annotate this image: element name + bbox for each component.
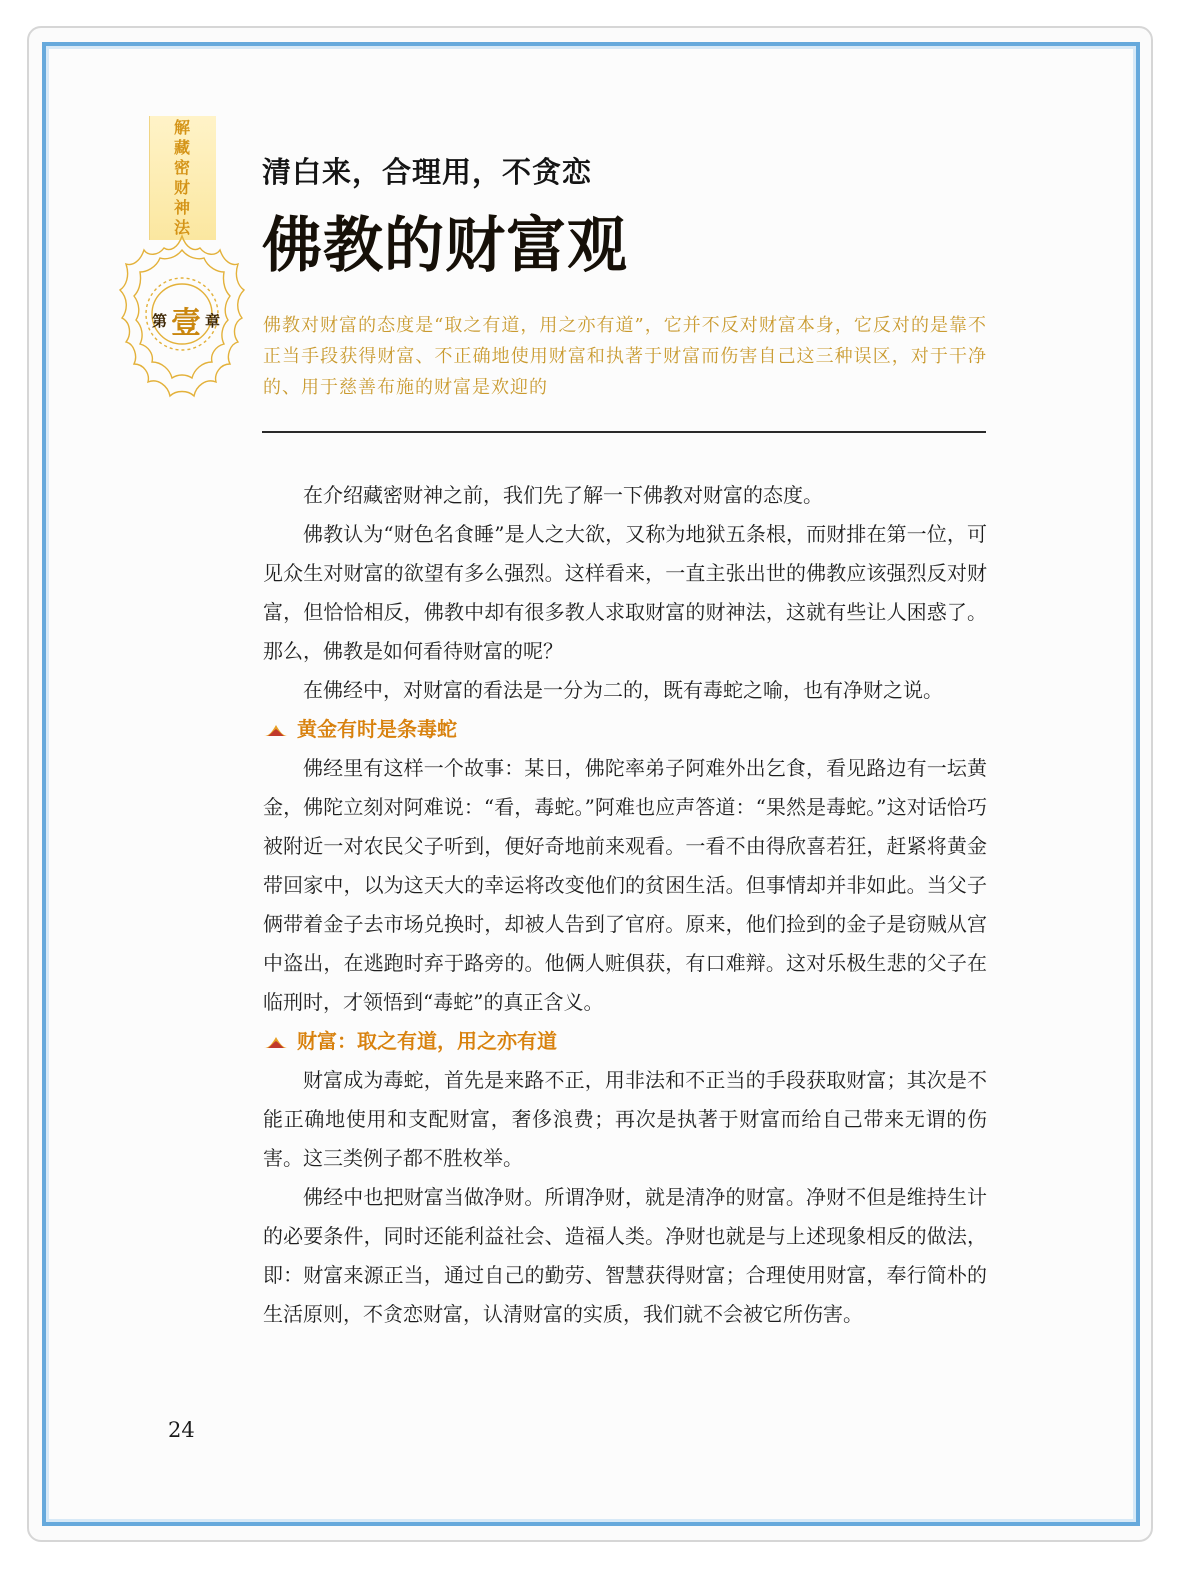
page-title: 佛教的财富观	[262, 211, 628, 281]
lotus-bullet-icon	[263, 1034, 289, 1050]
chapter-suffix: 章	[205, 311, 221, 330]
section-heading-1	[263, 710, 987, 749]
chapter-label	[148, 298, 224, 342]
paragraph: 在佛经中，对财富的看法是一分为二的，既有毒蛇之喻，也有净财之说。	[303, 678, 943, 702]
subtitle: 清白来，合理用，不贪恋	[262, 155, 593, 189]
article-body	[263, 476, 987, 1334]
chapter-prefix: 第	[151, 311, 167, 330]
paragraph: 佛经中也把财富当做净财。所谓净财，就是清净的财富。净财不但是维持生计的必要条件，同时还能利益社会、造福人类。净财也就是与上述现象相反的做法，即：财富来源正当，通过自己的勤劳、智慧获得财富；合理使用财富，奉行简朴的生活原则，不贪恋财富，认清财富的实质，我们就不会被它所伤害。	[263, 1185, 987, 1326]
chapter-number: 壹	[171, 306, 201, 341]
paragraph: 财富成为毒蛇，首先是来路不正，用非法和不正当的手段获取财富；其次是不能正确地使用和支配财富，奢侈浪费；再次是执著于财富而给自己带来无谓的伤害。这三类例子都不胜枚举。	[263, 1068, 987, 1170]
series-title: 解藏密财神法	[173, 118, 190, 237]
paragraph: 佛教认为“财色名食睡”是人之大欲，又称为地狱五条根，而财排在第一位，可见众生对财富的欲望有多么强烈。这样看来，一直主张出世的佛教应该强烈反对财富，但恰恰相反，佛教中却有很多教人求取财富的财神法，这就有些让人困惑了。那么，佛教是如何看待财富的呢？	[263, 522, 987, 663]
lotus-bullet-icon	[263, 722, 289, 738]
section-heading-2	[263, 1022, 987, 1061]
paragraph: 在介绍藏密财神之前，我们先了解一下佛教对财富的态度。	[303, 483, 823, 507]
page-number: 24	[168, 1418, 195, 1442]
divider	[262, 431, 986, 433]
paragraph: 佛经里有这样一个故事：某日，佛陀率弟子阿难外出乞食，看见路边有一坛黄金，佛陀立刻对阿难说：“看，毒蛇。”阿难也应声答道：“果然是毒蛇。”这对话恰巧被附近一对农民父子听到，便好奇地前来观看。一看不由得欣喜若狂，赶紧将黄金带回家中，以为这天大的幸运将改变他们的贫困生活。但事情却并非如此。当父子俩带着金子去市场兑换时，却被人告到了官府。原来，他们捡到的金子是窃贼从宫中盗出，在逃跑时弃于路旁的。他俩人赃俱获，有口难辩。这对乐极生悲的父子在临刑时，才领悟到“毒蛇”的真正含义。	[263, 756, 987, 1014]
intro-quote: 佛教对财富的态度是“取之有道，用之亦有道”，它并不反对财富本身，它反对的是靠不正当手段获得财富、不正确地使用财富和执著于财富而伤害自己这三种误区，对于干净的、用于慈善布施的财富是欢迎的	[263, 315, 987, 398]
section-heading-text: 财富：取之有道，用之亦有道	[297, 1029, 557, 1053]
section-heading-text: 黄金有时是条毒蛇	[297, 717, 457, 741]
